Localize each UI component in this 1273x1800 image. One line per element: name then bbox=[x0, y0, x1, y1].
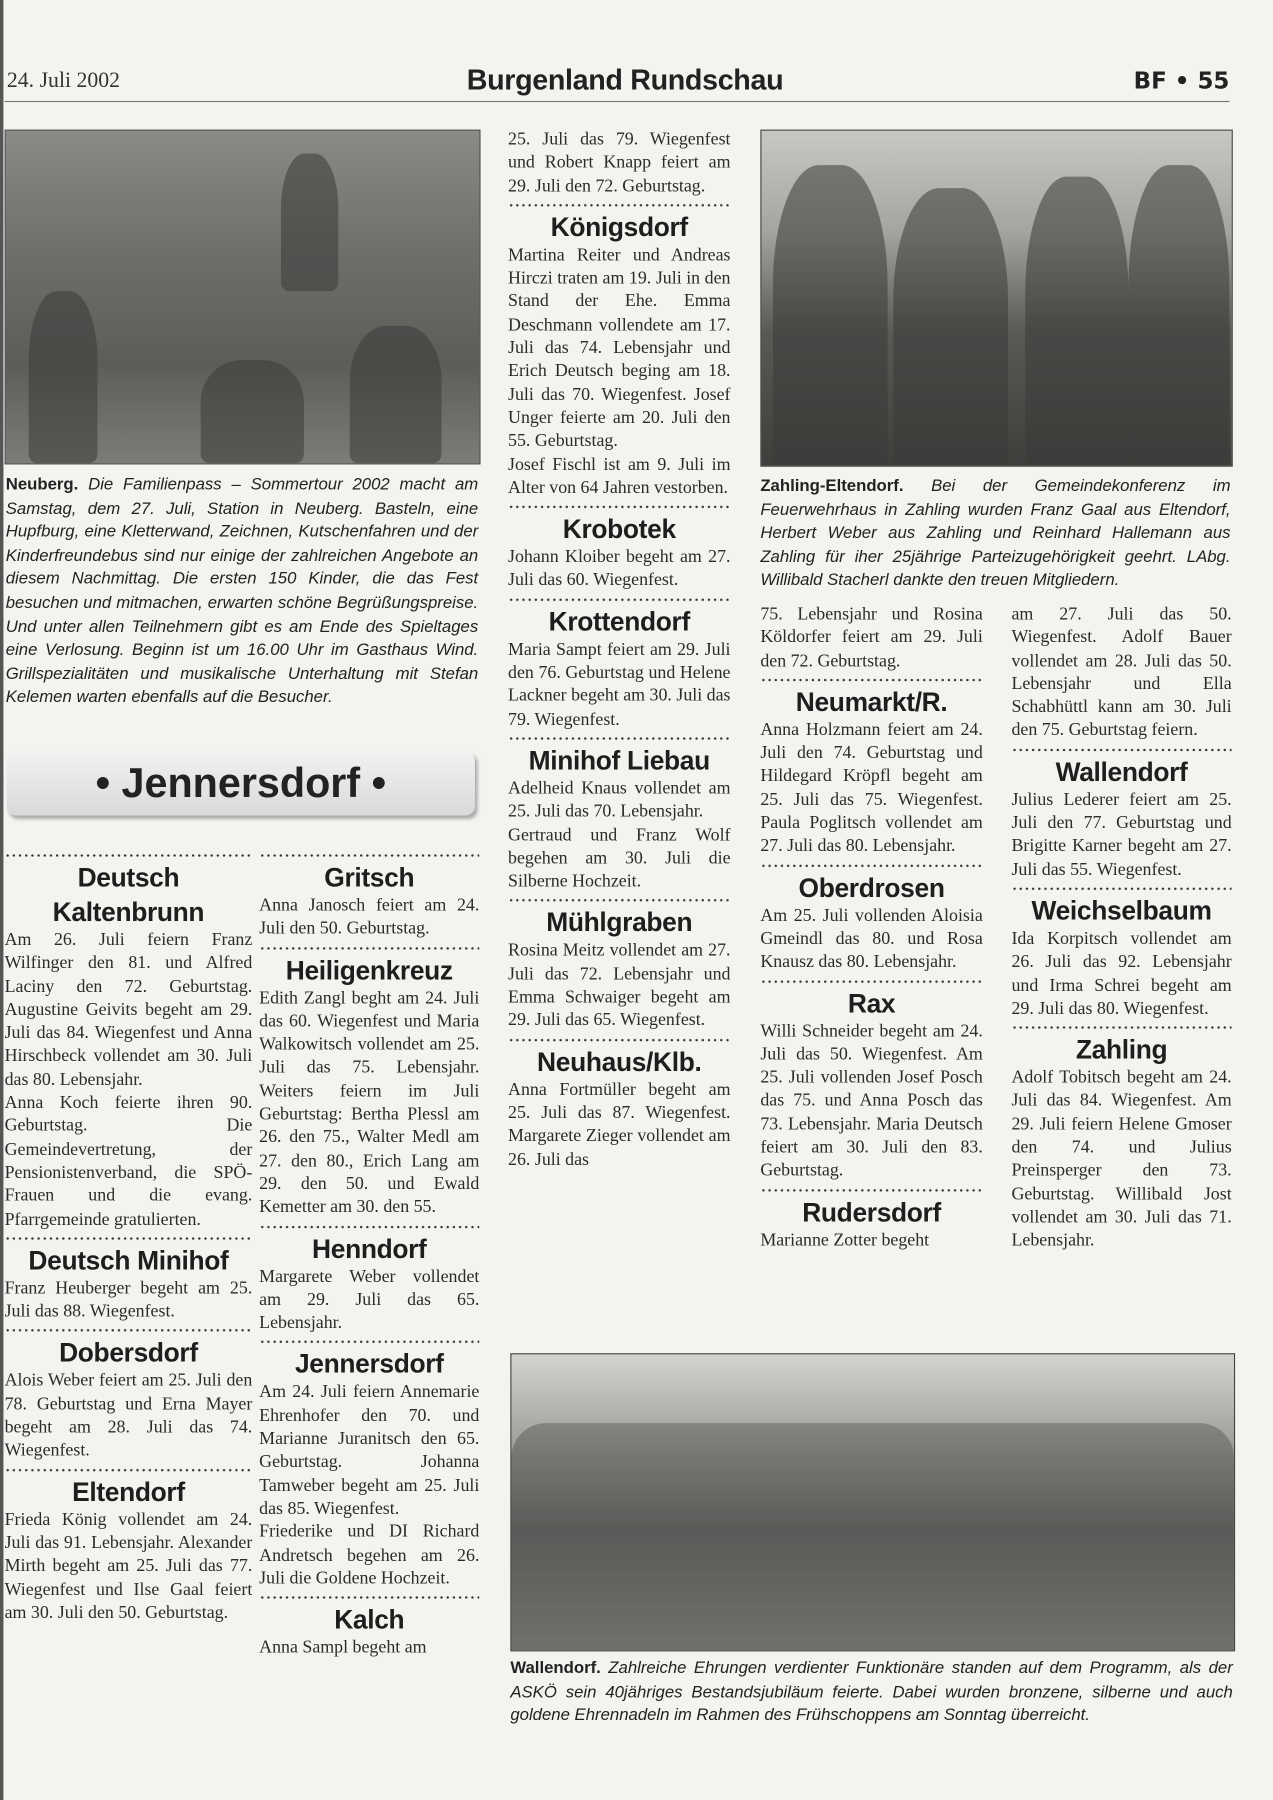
announcement-text: Friederike und DI Richard Andretsch begehen am 26. Juli die Goldene Hochzeit. bbox=[259, 1522, 480, 1589]
locality-heading: Wallendorf bbox=[1055, 756, 1188, 787]
announcement-text: Ida Korpitsch vollendet am 26. Juli das 92. Lebensjahr und Irma Schrei begeht am 29. Juli das 80. Wiegenfest. bbox=[1011, 928, 1232, 1019]
locality-heading: Zahling bbox=[1075, 1034, 1168, 1065]
dotted-separator bbox=[508, 896, 730, 905]
page-number: BF • 55 bbox=[1133, 66, 1230, 95]
locality-heading: Königsdorf bbox=[550, 212, 688, 242]
locality-section bbox=[760, 977, 982, 1184]
announcement-text: Anna Janosch feiert am 24. Juli den 50. Geburtstag. bbox=[259, 895, 480, 939]
locality-heading: Henndorf bbox=[312, 1233, 427, 1264]
dotted-separator bbox=[508, 1035, 730, 1044]
announcement-text: Adelheid Knaus vollendet am 25. Juli das 70. Lebensjahr. bbox=[508, 778, 731, 822]
locality-section bbox=[508, 896, 730, 1033]
locality-section bbox=[259, 1222, 479, 1335]
issue-date: 24. Juli 2002 bbox=[6, 68, 121, 93]
locality-section bbox=[760, 861, 982, 974]
locality-section bbox=[508, 595, 730, 732]
locality-heading: Deutsch Kaltenbrunn bbox=[52, 862, 205, 927]
locality-section bbox=[5, 851, 253, 1232]
locality-heading: Oberdrosen bbox=[798, 872, 945, 903]
dotted-separator bbox=[259, 943, 479, 952]
section-banner-jennersdorf: • Jennersdorf • bbox=[7, 751, 475, 815]
announcement-text: Anna Holzmann feiert am 24. Juli den 74. Geburtstag und Hildegard Kröpfl begeht am 25. Juli das 75. Wiegenfest. Paula Poglitsch vollendet am 27. Juli das 80. Lebensjahr. bbox=[760, 720, 983, 856]
announcement-text: Anna Koch feierte ihren 90. Geburtstag. Die Gemeindevertretung, der Pensionistenverband, die SPÖ-Frauen und die evang. Pfarrgemeinde gratulierten. bbox=[4, 1092, 253, 1229]
locality-heading: Deutsch Minihof bbox=[28, 1245, 229, 1276]
announcement-text: Edith Zangl beght am 24. Juli das 60. Wiegenfest und Maria Walkowitsch vollendet am 25. Juli das 75. Lebensjahr. Weiters feiern im Juli Geburtstag: Bertha Plessl am 26. den 75., Walter Medl am 27. den 80., Erich Lang am 29. den 50. und Ewald Kemetter am 30. den 55. bbox=[259, 988, 480, 1218]
locality-section bbox=[760, 675, 982, 858]
dotted-separator bbox=[5, 1234, 253, 1243]
locality-section bbox=[508, 734, 730, 894]
dotted-separator bbox=[508, 201, 730, 210]
locality-heading: Rudersdorf bbox=[802, 1196, 941, 1227]
announcement-text: Rosina Meitz vollendet am 27. Juli das 72. Lebensjahr und Emma Schwaiger begeht am 29. Juli das 65. Wiegenfest. bbox=[508, 940, 731, 1031]
dotted-separator bbox=[259, 1593, 479, 1602]
continued-text: am 27. Juli das 50. Wiegenfest. Adolf Bauer vollendet am 28. Juli das 50. Lebensjahr und Ella Schabhüttl kann am 30. Juli den 75. Geburtstag feiern. bbox=[1011, 604, 1232, 741]
announcement-text: Anna Fortmüller begeht am 25. Juli das 87. Wiegenfest. Margarete Zieger vollendet am 26. Juli das bbox=[508, 1079, 731, 1170]
locality-heading: Jennersdorf bbox=[294, 1349, 444, 1379]
locality-section bbox=[259, 1593, 479, 1660]
locality-section bbox=[259, 851, 479, 941]
locality-section bbox=[508, 201, 730, 501]
dotted-separator bbox=[760, 861, 982, 870]
locality-heading: Rax bbox=[847, 988, 896, 1018]
announcement-text: Johann Kloiber begeht am 27. Juli das 60. Wiegenfest. bbox=[508, 547, 731, 590]
dotted-separator bbox=[5, 1326, 253, 1335]
dotted-separator bbox=[259, 851, 479, 860]
locality-section bbox=[5, 1465, 253, 1625]
photo-zahling-eltendorf-honorees bbox=[760, 130, 1232, 467]
dotted-separator bbox=[1011, 1023, 1231, 1032]
announcement-text: Am 25. Juli vollenden Aloisia Gmeindl das 80. und Rosa Knausz das 80. Lebensjahr. bbox=[760, 905, 983, 972]
announcement-text: Franz Heuberger begeht am 25. Juli das 88. Wiegenfest. bbox=[4, 1278, 253, 1322]
locality-heading: Gritsch bbox=[324, 862, 415, 893]
column-birthdays-e bbox=[259, 849, 479, 1766]
dotted-separator bbox=[259, 1222, 479, 1231]
dotted-separator bbox=[760, 675, 982, 684]
locality-section bbox=[1011, 745, 1231, 882]
column-birthdays-c bbox=[1011, 603, 1231, 1335]
announcement-text: Josef Fischl ist am 9. Juli im Alter von 64 Jahren vestorben. bbox=[508, 454, 731, 498]
locality-heading: Eltendorf bbox=[72, 1476, 185, 1507]
photo-caption-zahling-eltendorf bbox=[760, 475, 1230, 593]
dotted-separator bbox=[1011, 745, 1231, 754]
locality-heading: Minihof Liebau bbox=[528, 745, 710, 776]
locality-section bbox=[5, 1326, 253, 1463]
dotted-separator bbox=[5, 851, 253, 860]
caption-text: Die Familienpass – Sommertour 2002 macht am Samstag, dem 27. Juli, Station in Neuberg. Basteln, eine Hupfburg, eine Kletterwand, Zeichnen, Kutschenfahren und der Kinderfreundebus sind nur einige der zahlreichen Angebote an diesem Nachmittag. Die ersten 150 Kinder, die das Fest besuchen und mitmachen, erwarten schöne Begrüßungspreise. Und unter allen Teilnehmern gibt es am Ende des Spieltages eine Verlosung. Beginn ist um 16.00 Uhr im Gasthaus Wind. Grillspezialitäten und musikalische Unterhaltung mit Stefan Kelemen warten ebenfalls auf die Besucher. bbox=[5, 475, 479, 707]
announcement-text: Martina Reiter und Andreas Hirczi traten am 19. Juli in den Stand der Ehe. Emma Deschmann vollendete am 17. Juli das 74. Lebensjahr und Erich Deutsch beging am 18. Juli das 70. Wiegenfest. Josef Unger feierte am 20. Juli den 55. Geburtstag. bbox=[508, 245, 731, 451]
dotted-separator bbox=[508, 734, 730, 743]
scan-edge bbox=[0, 0, 3, 1800]
column-birthdays-a bbox=[508, 128, 730, 1334]
locality-section bbox=[5, 1234, 253, 1324]
header-rule bbox=[5, 101, 1230, 102]
caption-lead: Zahling-Eltendorf. bbox=[760, 477, 904, 496]
photo-caption-neuberg bbox=[6, 474, 478, 710]
locality-heading: Weichselbaum bbox=[1031, 895, 1212, 926]
announcement-text: Anna Sampl begeht am bbox=[259, 1637, 427, 1658]
locality-heading: Neumarkt/R. bbox=[795, 686, 948, 717]
locality-section bbox=[508, 502, 730, 592]
locality-heading: Kalch bbox=[334, 1604, 405, 1635]
locality-section bbox=[760, 1185, 982, 1252]
locality-section bbox=[1011, 884, 1231, 1021]
dotted-separator bbox=[508, 595, 730, 604]
locality-heading: Krottendorf bbox=[548, 606, 690, 637]
dotted-separator bbox=[760, 1185, 982, 1194]
dotted-separator bbox=[508, 502, 730, 511]
column-birthdays-b bbox=[760, 603, 982, 1335]
announcement-text: Alois Weber feiert am 25. Juli den 78. Geburtstag und Erna Mayer begeht am 28. Juli das 74. Wiegenfest. bbox=[4, 1370, 253, 1461]
locality-heading: Heiligenkreuz bbox=[285, 954, 453, 985]
announcement-text: Frieda König vollendet am 24. Juli das 91. Lebensjahr. Alexander Mirth begeht am 25. Juli das 77. Wiegenfest und Ilse Gaal feiert am 30. Juli den 50. Geburtstag. bbox=[4, 1509, 253, 1623]
announcement-text: Willi Schneider begeht am 24. Juli das 50. Wiegenfest. Am 25. Juli vollenden Josef Posch das 75. und Anna Posch das 73. Lebensjahr. Maria Deutsch feiert am 30. Juli den 83. Geburtstag. bbox=[760, 1021, 983, 1181]
continued-text: 25. Juli das 79. Wiegenfest und Robert Knapp feiert am 29. Juli den 72. Geburtstag. bbox=[508, 129, 731, 196]
announcement-text: Gertraud und Franz Wolf begehen am 30. Juli die Silberne Hochzeit. bbox=[508, 825, 731, 892]
announcement-text: Marianne Zotter begeht bbox=[760, 1230, 930, 1250]
locality-heading: Neuhaus/Klb. bbox=[537, 1046, 702, 1077]
announcement-text: Margarete Weber vollendet am 29. Juli das 65. Lebensjahr. bbox=[259, 1266, 480, 1333]
dotted-separator bbox=[760, 977, 982, 986]
announcement-text: Julius Lederer feiert am 25. Juli den 77. Geburtstag und Brigitte Karner begeht am 27. Juli das 55. Wiegenfest. bbox=[1011, 789, 1232, 880]
caption-text: Bei der Gemeindekonferenz im Feuerwehrhaus in Zahling wurden Franz Gaal aus Eltendorf, Herbert Weber aus Zahling und Reinhard Hallemann aus Zahling für iher 25jährige Parteizugehörigkeit geehrt. LAbg. Willibald Stacherl dankte den treuen Mitgliedern. bbox=[760, 477, 1231, 590]
announcement-text: Am 26. Juli feiern Franz Wilfinger den 81. und Alfred Laciny den 72. Geburtstag. Augustine Geivits begeht am 29. Juli das 84. Wiegenfest und Anna Hirschbeck vollendet am 30. Juli das 80. Lebensjahr. bbox=[4, 930, 253, 1090]
locality-section bbox=[259, 1338, 479, 1591]
locality-section bbox=[508, 1035, 730, 1172]
locality-heading: Krobotek bbox=[562, 513, 676, 544]
photo-wallendorf-askoe-group bbox=[510, 1353, 1235, 1651]
continued-text: 75. Lebensjahr und Rosina Köldorfer feiert am 29. Juli den 72. Geburtstag. bbox=[760, 604, 983, 671]
caption-lead: Neuberg. bbox=[5, 475, 79, 495]
photo-neuberg-children-climbing bbox=[5, 130, 481, 465]
locality-heading: Dobersdorf bbox=[59, 1337, 198, 1368]
caption-lead: Wallendorf. bbox=[510, 1659, 601, 1678]
dotted-separator bbox=[259, 1338, 479, 1347]
dotted-separator bbox=[5, 1465, 253, 1474]
announcement-text: Am 24. Juli feiern Annemarie Ehrenhofer den 70. und Marianne Juranitsch den 65. Geburtstag. Johanna Tamweber begeht am 25. Juli das 85. Wiegenfest. bbox=[259, 1382, 480, 1519]
locality-heading: Mühlgraben bbox=[546, 907, 693, 938]
announcement-text: Adolf Tobitsch begeht am 24. Juli das 84. Wiegenfest. Am 29. Juli feiern Helene Gmoser den 74. und Julius Preinsperger den 73. Geburtstag. Willibald Jost vollendet am 30. Juli das 71. Lebensjahr. bbox=[1011, 1067, 1232, 1251]
newspaper-title: Burgenland Rundschau bbox=[466, 64, 784, 97]
announcement-text: Maria Sampt feiert am 29. Juli den 76. Geburtstag und Helene Lackner begeht am 30. Juli das 79. Wiegenfest. bbox=[508, 639, 731, 729]
photo-caption-wallendorf bbox=[510, 1657, 1232, 1728]
locality-section bbox=[1011, 1023, 1231, 1253]
caption-text: Zahlreiche Ehrungen verdienter Funktionäre standen auf dem Programm, als der ASKÖ sein 40jähriges Bestandsjubiläum feierte. Dabei wurden bronzene, silberne und auch goldene Ehrennadeln im Rahmen des Frühschoppens am Sonntag überreicht. bbox=[510, 1659, 1233, 1726]
column-birthdays-d bbox=[5, 849, 253, 1766]
dotted-separator bbox=[1011, 884, 1231, 893]
locality-section bbox=[259, 943, 479, 1219]
